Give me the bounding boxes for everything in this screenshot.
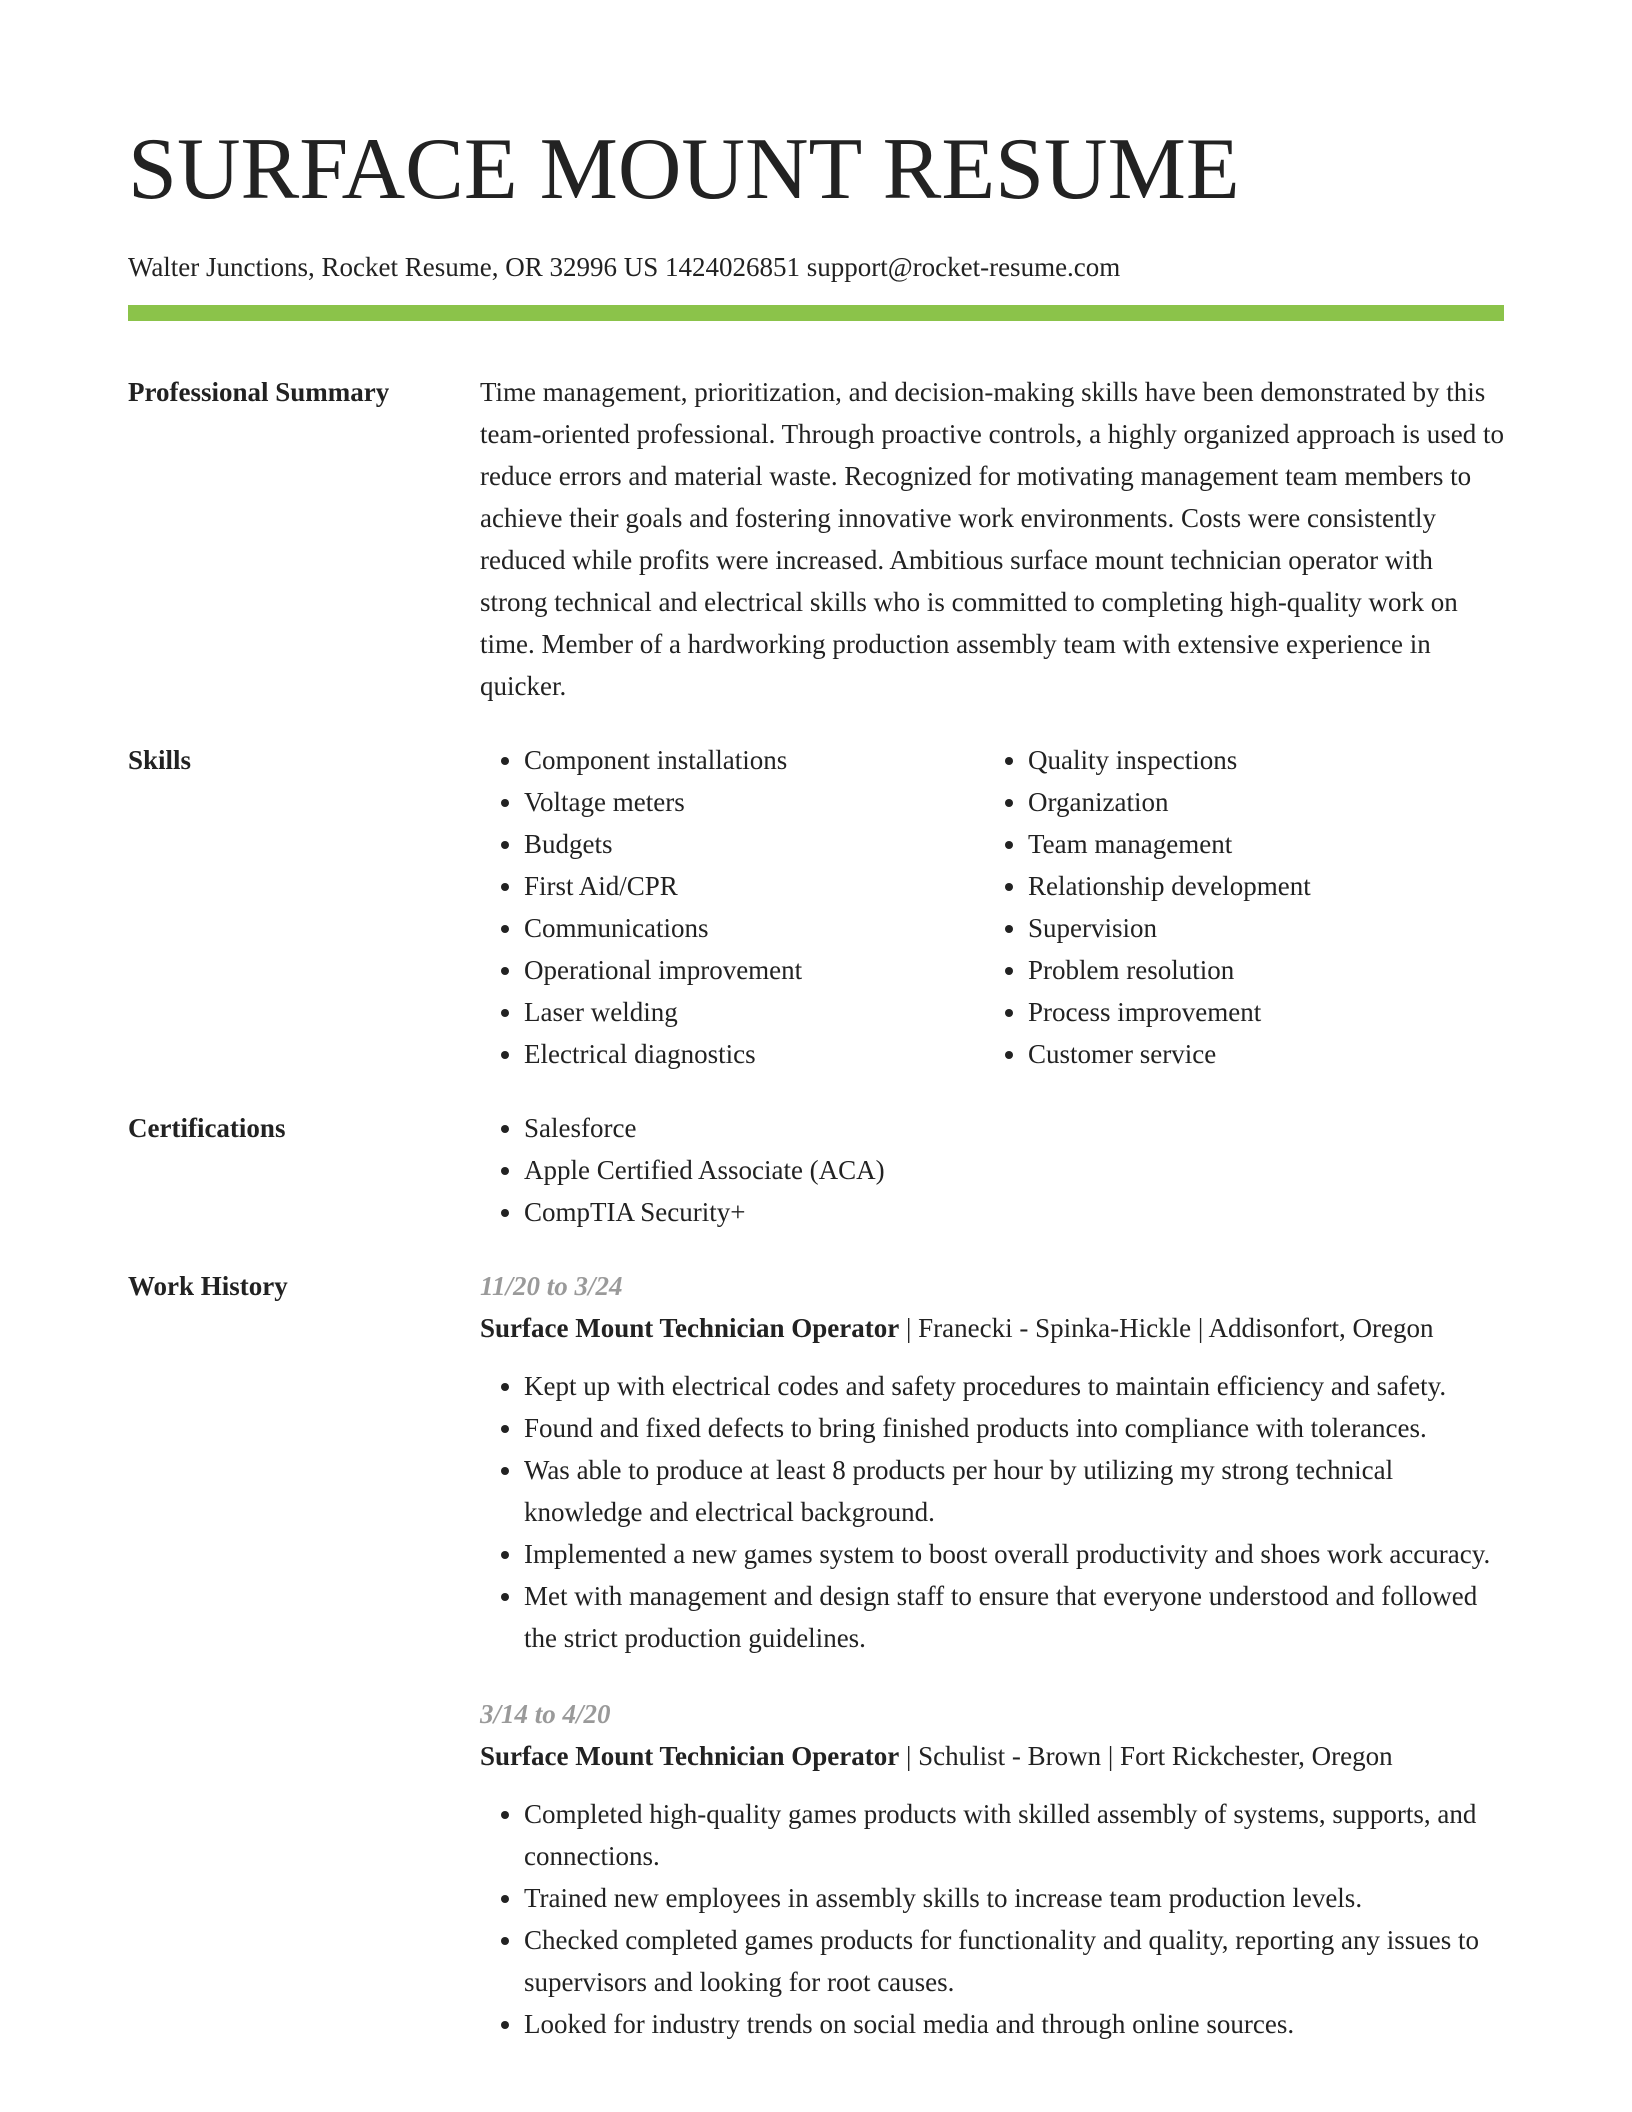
certifications-section xyxy=(128,1107,1504,1233)
skill-item: • Quality inspections xyxy=(1028,739,1488,781)
skills-section xyxy=(128,739,1504,1075)
skill-item: • Voltage meters xyxy=(524,781,984,823)
job-bullet: • Implemented a new games system to boost overall productivity and shoes work accuracy. xyxy=(524,1533,1504,1575)
accent-divider xyxy=(128,305,1504,321)
skill-item: • Communications xyxy=(524,907,984,949)
summary-text: Time management, prioritization, and decision-making skills have been demonstrated by this team-oriented professional. Through proactive controls, a highly organized approach is used to reduce errors and material waste. Recognized for motivating management team members to achieve their goals and fostering innovative work environments. Costs were consistently reduced while profits were increased. Ambitious surface mount technician operator with strong technical and electrical skills who is committed to completing high-quality work on time. Member of a hardworking production assembly team with extensive experience in quicker. xyxy=(480,377,1504,701)
job-title: Surface Mount Technician Operator xyxy=(480,1313,900,1343)
job-bullet: • Completed high-quality games products with skilled assembly of systems, supports, and connections. xyxy=(524,1793,1504,1877)
skill-item: • Process improvement xyxy=(1028,991,1488,1033)
job-title: Surface Mount Technician Operator xyxy=(480,1741,900,1771)
certifications-label: Certifications xyxy=(128,1113,286,1143)
job-bullet: • Trained new employees in assembly skills to increase team production levels. xyxy=(524,1877,1504,1919)
contact-line: Walter Junctions, Rocket Resume, OR 32996 US 1424026851 support@rocket-resume.com xyxy=(128,252,1121,282)
certifications-list xyxy=(480,1107,1504,1233)
skills-columns xyxy=(480,739,1504,1075)
job-bullet: • Found and fixed defects to bring finished products into compliance with tolerances. xyxy=(524,1407,1504,1449)
job-dates: 3/14 to 4/20 xyxy=(480,1699,611,1729)
skills-column-right xyxy=(984,739,1488,1075)
skills-label: Skills xyxy=(128,745,192,775)
summary-label: Professional Summary xyxy=(128,377,390,407)
work-history-label: Work History xyxy=(128,1271,288,1301)
skill-item: • Organization xyxy=(1028,781,1488,823)
skill-item: • Electrical diagnostics xyxy=(524,1033,984,1075)
job-bullet: • Was able to produce at least 8 products per hour by utilizing my strong technical knowledge and electrical background. xyxy=(524,1449,1504,1533)
skill-item: • Team management xyxy=(1028,823,1488,865)
skill-item: • Problem resolution xyxy=(1028,949,1488,991)
job-dates: 11/20 to 3/24 xyxy=(480,1271,623,1301)
work-history-section xyxy=(128,1265,1504,2045)
skill-item: • Customer service xyxy=(1028,1033,1488,1075)
job-heading xyxy=(480,1735,1504,1777)
skills-column-left xyxy=(480,739,984,1075)
job-bullet: • Kept up with electrical codes and safety procedures to maintain efficiency and safety. xyxy=(524,1365,1504,1407)
skill-item: • Supervision xyxy=(1028,907,1488,949)
job-entry xyxy=(480,1265,1504,1659)
job-bullet: • Checked completed games products for functionality and quality, reporting any issues to supervisors and looking for root causes. xyxy=(524,1919,1504,2003)
skill-item: • Budgets xyxy=(524,823,984,865)
skill-item: • Operational improvement xyxy=(524,949,984,991)
certification-item: • Salesforce xyxy=(524,1107,1504,1149)
work-history-list xyxy=(480,1265,1504,2045)
skill-item: • Laser welding xyxy=(524,991,984,1033)
job-bullet: • Looked for industry trends on social media and through online sources. xyxy=(524,2003,1504,2045)
skill-item: • Component installations xyxy=(524,739,984,781)
job-bullets xyxy=(480,1793,1504,2045)
job-bullets xyxy=(480,1365,1504,1659)
summary-section xyxy=(128,371,1504,707)
certification-item: • Apple Certified Associate (ACA) xyxy=(524,1149,1504,1191)
job-company-location: | Schulist - Brown | Fort Rickchester, Oregon xyxy=(899,1741,1393,1771)
certification-item: • CompTIA Security+ xyxy=(524,1191,1504,1233)
job-company-location: | Franecki - Spinka-Hickle | Addisonfort, Oregon xyxy=(899,1313,1434,1343)
skill-item: • Relationship development xyxy=(1028,865,1488,907)
skill-item: • First Aid/CPR xyxy=(524,865,984,907)
job-bullet: • Met with management and design staff to ensure that everyone understood and followed the strict production guidelines. xyxy=(524,1575,1504,1659)
resume-name: SURFACE MOUNT RESUME xyxy=(128,121,1240,218)
job-entry xyxy=(480,1693,1504,2045)
job-heading xyxy=(480,1307,1504,1349)
